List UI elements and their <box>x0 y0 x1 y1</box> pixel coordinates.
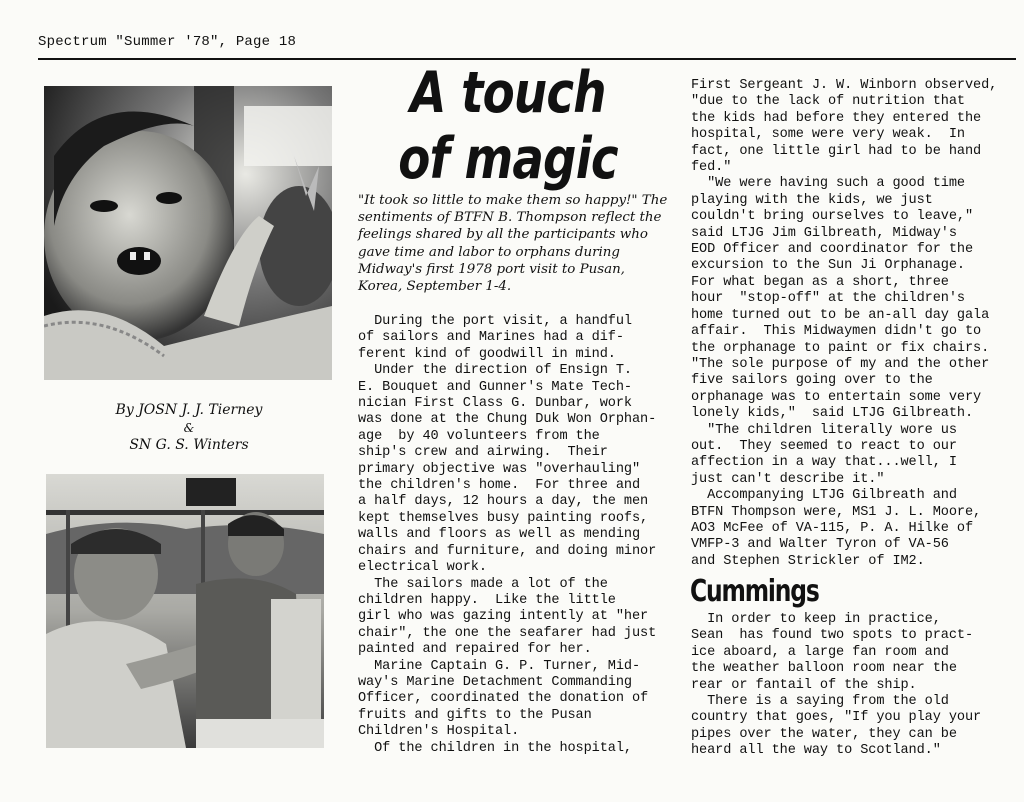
headline <box>380 60 636 192</box>
section-heading-cummings: Cummings <box>690 574 819 609</box>
headline-line-2: of magic <box>398 126 618 192</box>
article-column-2: During the port visit, a handful of sailors and Marines had a dif- ferent kind of goodwill in mind. Under the direction of Ensign T. E. Bouquet and Gunner's Mate Tech- nician First Class G. Dunbar, work was done at the Chung Duk Won Orphan- age by 40 volunteers from the ship's crew and airwing. Their primary objective was "overhauling" the children's home. For three and a half days, 12 hours a day, the men kept themselves busy painting roofs, walls and floors as well as mending chairs and furniture, and doing minor electrical work. The sailors made a lot of the children happy. Like the little girl who was gazing intently at "her chair", the one the seafarer had just painted and repaired for her. Marine Captain G. P. Turner, Mid- way's Marine Detachment Commanding Officer, coordinated the donation of fruits and gifts to the Pusan Children's Hospital. Of the children in the hospital, <box>358 314 657 756</box>
photo-child <box>44 86 332 380</box>
byline-ampersand: & <box>183 421 195 435</box>
byline-author-1: By JOSN J. J. Tierney <box>115 402 263 418</box>
byline-author-2: SN G. S. Winters <box>129 437 249 453</box>
cummings-body: In order to keep in practice, Sean has found two spots to pract- ice aboard, a large fan room and the weather balloon room near the rear or fantail of the ship. There is a saying from the old country that goes, "If you play your pipes over the water, they can be heard all the way to Scotland." <box>691 612 982 759</box>
headline-line-1: A touch <box>410 60 606 126</box>
byline <box>44 400 334 456</box>
running-head: Spectrum "Summer '78", Page 18 <box>38 34 297 50</box>
article-column-3: First Sergeant J. W. Winborn observed, "due to the lack of nutrition that the kids had before they entered the hospital, some were very weak. In fact, one little girl had to be hand fed." "We were having such a good time playing with the kids, we just couldn't bring ourselves to leave," said LTJG Jim Gilbreath, Midway's EOD Officer and coordinator for the excursion to the Sun Ji Orphanage. For what began as a short, three hour "stop-off" at the children's home turned out to be an-all day gala affair. This Midwaymen didn't go to the orphanage to paint or fix chairs. "The sole purpose of my and the other five sailors going over to the orphanage was to entertain some very lonely kids," said LTJG Gilbreath. "The children literally wore us out. They seemed to react to our affection in a way that...well, I just can't describe it." Accompanying LTJG Gilbreath and BTFN Thompson were, MS1 J. L. Moore, AO3 McFee of VA-115, P. A. Hilke of VMFP-3 and Walter Tyron of VA-56 and Stephen Strickler of IM2. <box>691 78 998 569</box>
photo-sailors <box>46 474 324 748</box>
subhead: "It took so little to make them so happy!" The sentiments of BTFN B. Thompson reflect the feelings shared by all the participants who gave time and labor to orphans during Midway's first 1978 port visit to Pusan, Korea, September 1-4. <box>358 193 668 295</box>
